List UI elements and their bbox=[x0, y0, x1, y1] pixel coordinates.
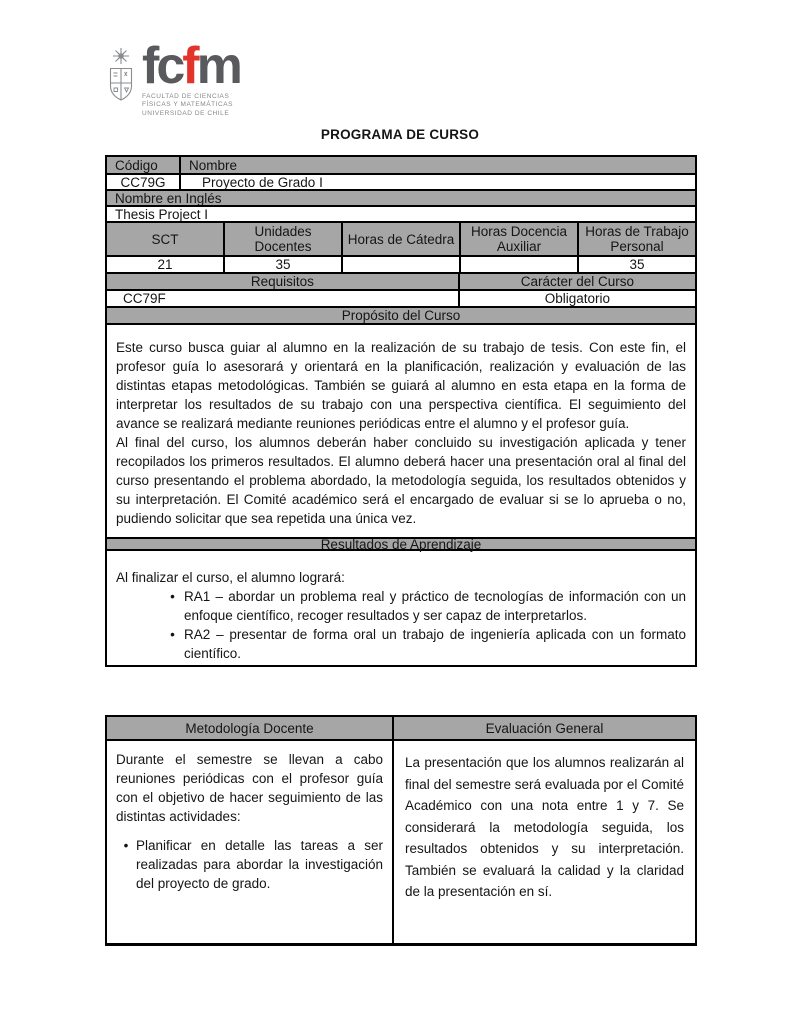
hours-header-row bbox=[107, 223, 695, 255]
table-row bbox=[107, 157, 695, 173]
codigo-header-cell: Código bbox=[107, 157, 181, 173]
table-row bbox=[107, 205, 695, 221]
bullet-icon: • bbox=[123, 838, 129, 853]
codigo-value-cell: CC79G bbox=[107, 175, 181, 189]
proposito-header-cell: Propósito del Curso bbox=[341, 308, 461, 323]
hours-values-row bbox=[107, 255, 695, 272]
crest-star bbox=[113, 48, 129, 64]
metodologia-header-cell: Metodología Docente bbox=[107, 717, 394, 739]
course-code-table bbox=[105, 155, 697, 223]
horas-catedra-value-cell bbox=[343, 257, 461, 272]
nombre-header-cell: Nombre bbox=[181, 157, 695, 173]
horas-trabajo-personal-header-cell: Horas de Trabajo Personal bbox=[585, 224, 689, 254]
table-row bbox=[107, 173, 695, 189]
resultados-bullet-list bbox=[116, 587, 686, 663]
horas-docencia-auxiliar-header-cell: Horas Docencia Auxiliar bbox=[461, 223, 579, 255]
metodologia-cell bbox=[107, 739, 394, 943]
nombre-ingles-header-cell: Nombre en Inglés bbox=[107, 191, 695, 205]
proposito-header-row bbox=[107, 306, 695, 323]
nombre-value-cell: Proyecto de Grado I bbox=[202, 175, 323, 189]
bottom-table-body-row bbox=[107, 739, 695, 943]
sct-header-cell: SCT bbox=[107, 223, 225, 255]
caracter-value-cell: Obligatorio bbox=[544, 291, 611, 306]
evaluacion-cell bbox=[394, 739, 695, 943]
horas-catedra-header-cell: Horas de Cátedra bbox=[343, 223, 461, 255]
faculty-name: FACULTAD DE CIENCIAS FÍSICAS Y MATEMÁTICAS UNIVERSIDAD DE CHILE bbox=[142, 93, 234, 117]
horas-trabajo-personal-value-cell: 35 bbox=[629, 257, 645, 272]
requisitos-header-row bbox=[107, 272, 695, 289]
unidades-docentes-header-cell: Unidades Docentes bbox=[225, 223, 343, 255]
metodologia-intro: Durante el semestre se llevan a cabo reuniones periódicas con el profesor guía con el objetivo de hacer seguimiento de las distintas actividades: bbox=[116, 752, 383, 824]
fcfm-wordmark-block bbox=[142, 37, 240, 118]
bullet-icon: • bbox=[170, 589, 175, 604]
fcfm-logo bbox=[106, 37, 240, 118]
page-title: PROGRAMA DE CURSO bbox=[320, 127, 480, 142]
list-item: • RA1 – abordar un problema real y práctico de tecnologías de información con un enfoque científico, recoger resultados y ser capaz de interpretarlos. bbox=[161, 587, 686, 625]
sct-value-cell: 21 bbox=[107, 257, 225, 272]
fcfm-wordmark: fcfm bbox=[142, 37, 240, 95]
horas-docencia-auxiliar-value-cell bbox=[461, 257, 579, 272]
list-item: • RA2 – presentar de forma oral un trabajo de ingeniería aplicada con un formato científico. bbox=[161, 625, 686, 663]
requisitos-value-cell: CC79F bbox=[107, 291, 460, 306]
proposito-paragraph-2: Al final del curso, los alumnos deberán haber concluido su investigación aplicada y tener recopilados los primeros resultados. El alumno deberá hacer una presentación oral al final del curso presentando el problema abordado, la metodología seguida, los resultados obtenidos y su interpretación. El Comité académico será el encargado de evaluar si se lo aprueba o no, pudiendo solicitar que sea repetida una única vez. bbox=[116, 435, 686, 526]
metodologia-bullet-list bbox=[116, 836, 383, 893]
list-item: • Planificar en detalle las tareas a ser realizadas para abordar la investigación del proyecto de grado. bbox=[116, 836, 383, 893]
evaluacion-text: La presentación que los alumnos realizarán al final del semestre será evaluada por el Comité Académico con una nota entre 1 y 7. Se considerará la metodología seguida, los resultados obtenidos y su interpretación. También se evaluará la calidad y la claridad de la presentación en sí. bbox=[405, 755, 684, 899]
resultados-text-box bbox=[105, 549, 697, 667]
resultados-header: Resultados de Aprendizaje bbox=[320, 536, 482, 552]
resultados-intro: Al finalizar el curso, el alumno logrará: bbox=[116, 570, 345, 585]
bottom-table-header-row bbox=[107, 717, 695, 739]
bullet-icon: • bbox=[170, 627, 175, 642]
proposito-paragraph-1: Este curso busca guiar al alumno en la realización de su trabajo de tesis. Con este fin, el profesor guía lo asesorará y orientará en la planificación, realización y evaluación de las distintas etapas metodológicas. También se guiará al alumno en esta etapa en la forma de interpretar los resultados de su trabajo con una perspectiva científica. El seguimiento del avance se realizará mediante reuniones periódicas entre el alumno y el profesor guía. bbox=[116, 340, 686, 431]
evaluacion-header-cell: Evaluación General bbox=[394, 717, 695, 739]
fcfm-red-letter: f bbox=[182, 37, 197, 95]
crest-shield bbox=[111, 69, 132, 101]
nombre-ingles-value-cell: Thesis Project I bbox=[115, 207, 209, 221]
table-row bbox=[107, 189, 695, 205]
requisitos-values-row bbox=[107, 289, 695, 306]
course-info-section bbox=[105, 155, 697, 667]
metodologia-evaluacion-table bbox=[105, 715, 697, 946]
unidades-docentes-value-cell: 35 bbox=[225, 257, 343, 272]
hours-table bbox=[105, 221, 697, 325]
requisitos-header-cell: Requisitos bbox=[107, 274, 460, 289]
university-crest-icon bbox=[106, 46, 137, 111]
proposito-text-box bbox=[105, 323, 697, 539]
caracter-header-cell: Carácter del Curso bbox=[520, 274, 635, 289]
